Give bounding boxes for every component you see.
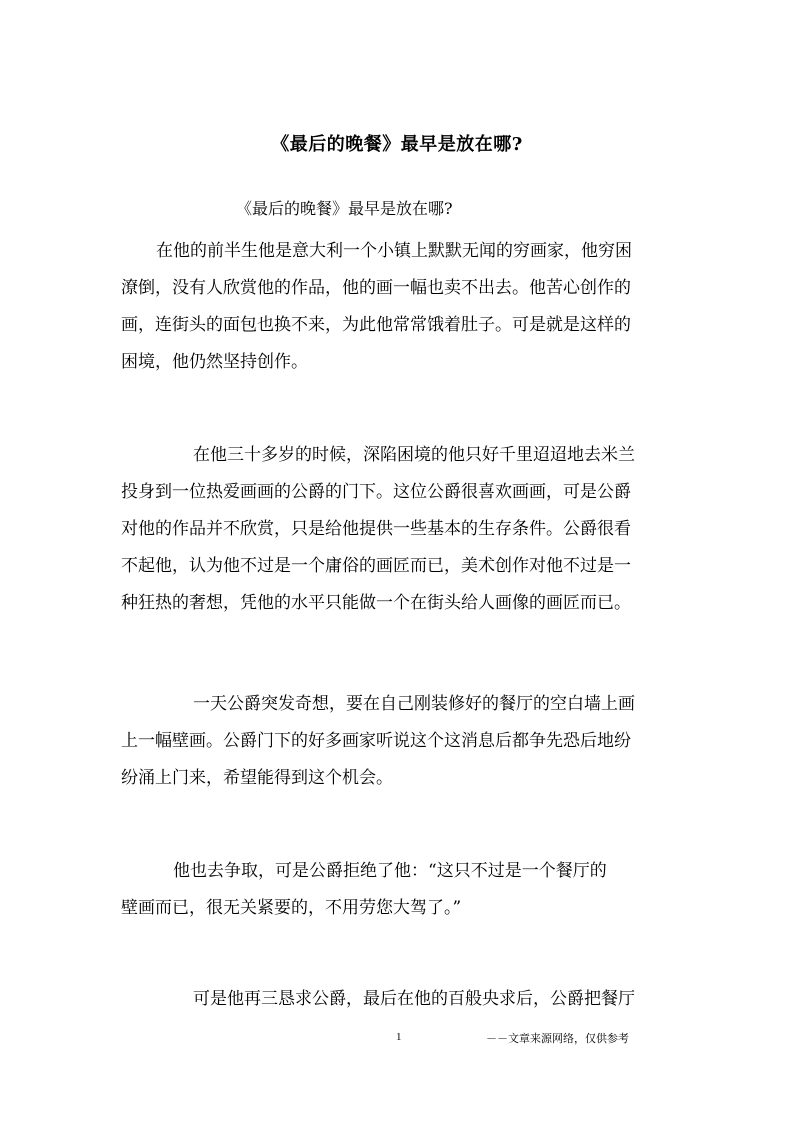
document-title: 《最后的晚餐》最早是放在哪? (271, 134, 523, 155)
paragraph-line: 困境，他仍然坚持创作。 (121, 352, 308, 372)
paragraph-line: 他也去争取，可是公爵拒绝了他：“这只不过是一个餐厅的 (173, 861, 607, 881)
paragraph-line: 一天公爵突发奇想，要在自己刚装修好的餐厅的空白墙上画 (193, 694, 635, 714)
paragraph-5 (121, 981, 681, 1018)
paragraph-line: 不起他，认为他不过是一个庸俗的画匠而已，美术创作对他不过是一 (121, 556, 631, 576)
paragraph-line: 可是他再三恳求公爵，最后在他的百般央求后，公爵把餐厅 (193, 989, 635, 1009)
paragraph-1 (121, 233, 681, 381)
page-number: 1 (396, 1031, 402, 1043)
paragraph-line: 在他三十多岁的时候，深陷困境的他只好千里迢迢地去米兰 (193, 445, 635, 465)
paragraph-line: 投身到一位热爱画画的公爵的门下。这位公爵很喜欢画画，可是公爵 (121, 482, 631, 502)
paragraph-line: 在他的前半生他是意大利一个小镇上默默无闻的穷画家，他穷困 (156, 241, 632, 261)
paragraph-line: 纷涌上门来，希望能得到这个机会。 (121, 768, 393, 788)
document-subtitle: 《最后的晚餐》最早是放在哪? (236, 199, 453, 218)
paragraph-line: 画，连街头的面包也换不来，为此他常常饿着肚子。可是就是这样的 (121, 315, 631, 335)
paragraph-line: 上一幅壁画。公爵门下的好多画家听说这个这消息后都争先恐后地纷 (121, 731, 631, 751)
paragraph-line: 对他的作品并不欣赏，只是给他提供一些基本的生存条件。公爵很看 (121, 519, 631, 539)
paragraph-line: 壁画而已，很无关紧要的，不用劳您大驾了。” (121, 898, 462, 918)
paragraph-line: 潦倒，没有人欣赏他的作品，他的画一幅也卖不出去。他苦心创作的 (121, 278, 631, 298)
paragraph-2 (121, 437, 681, 622)
paragraph-4 (121, 853, 681, 927)
paragraph-3 (121, 686, 681, 797)
footer-note: －－文章来源网络，仅供参考 (486, 1032, 629, 1045)
paragraph-line: 种狂热的奢想，凭他的水平只能做一个在街头给人画像的画匠而已。 (121, 593, 631, 613)
